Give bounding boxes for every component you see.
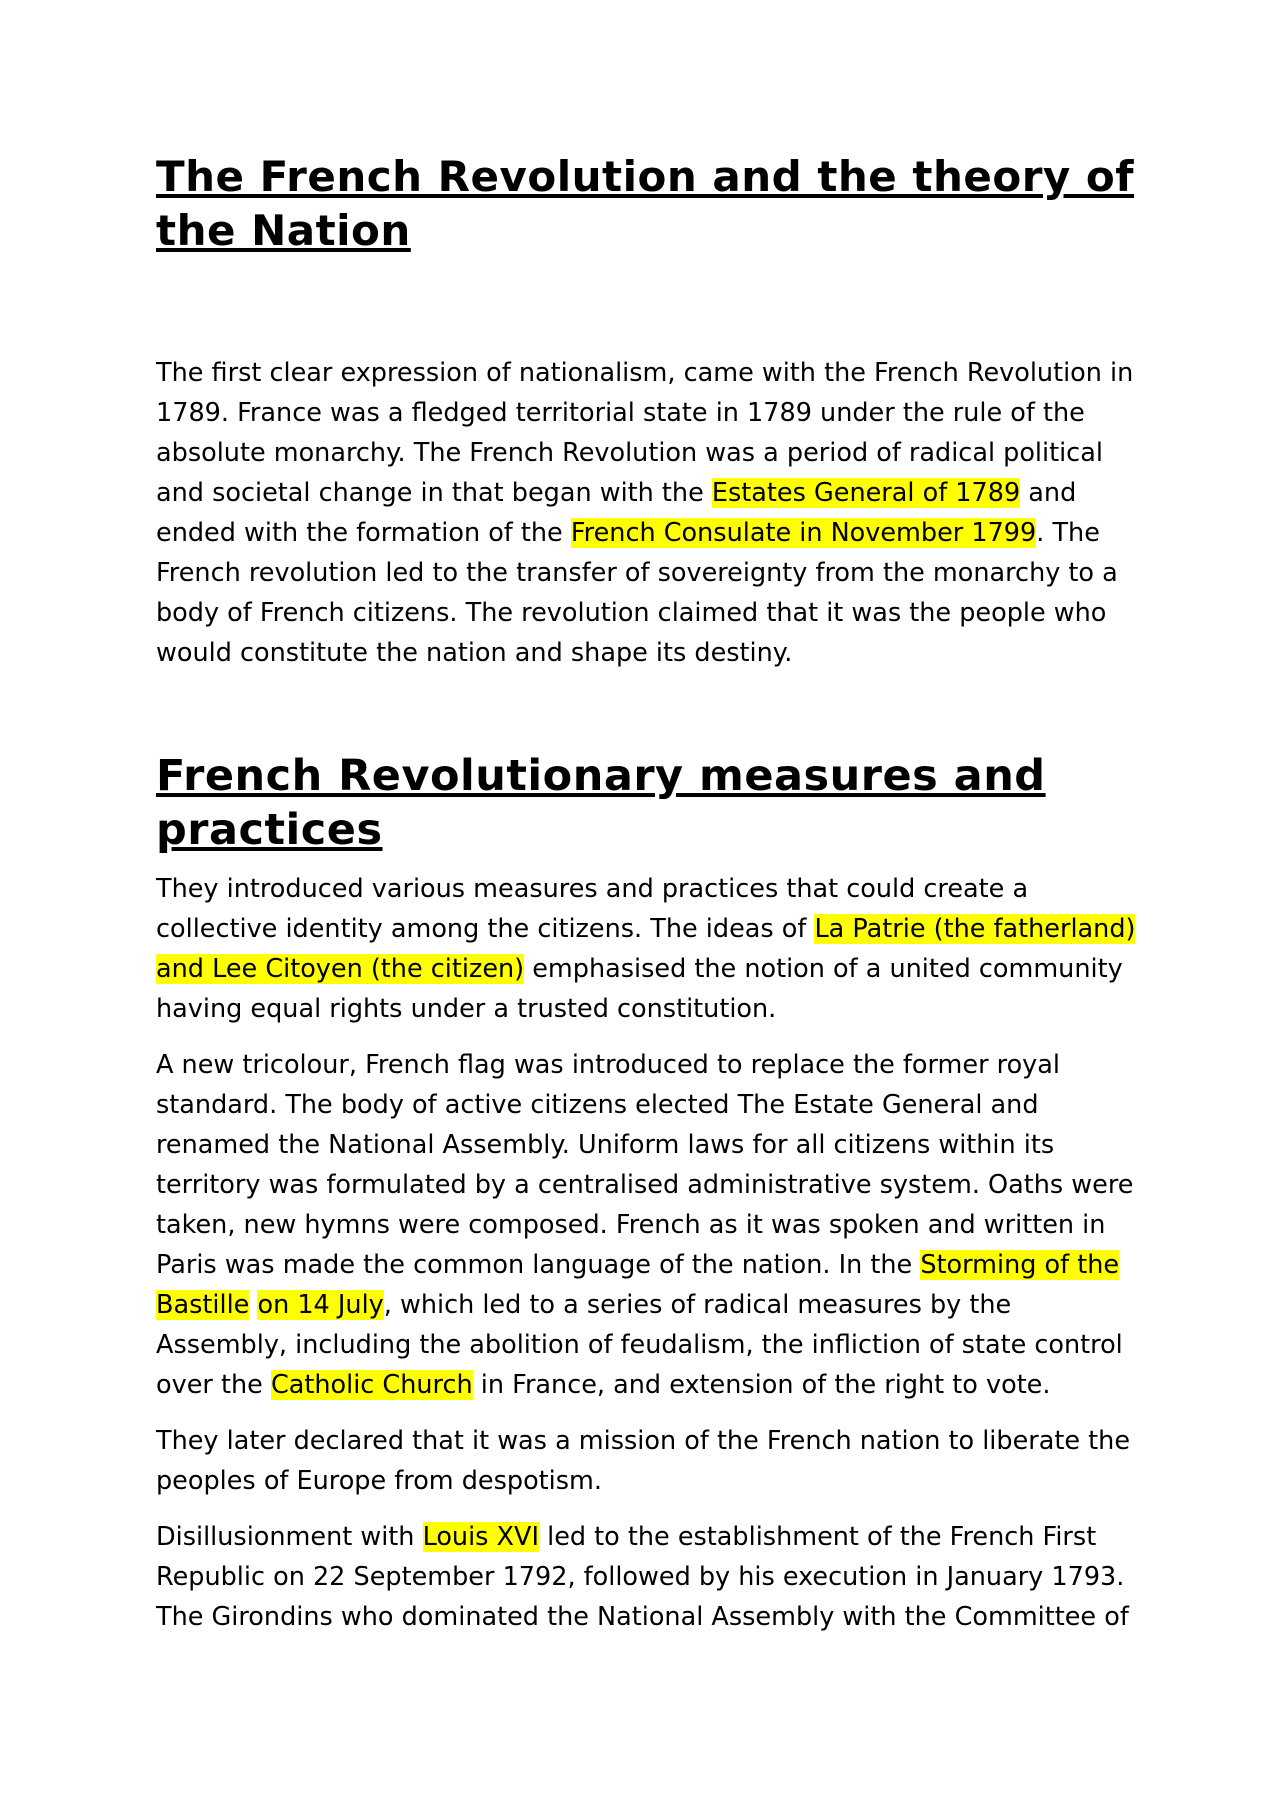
document-body (156, 150, 1146, 1637)
text-run: They introduced various measures and practices that could create a collective identity among the citizens. The ideas of (156, 874, 1029, 944)
paragraph-collective-identity (156, 869, 1146, 1029)
paragraph-first-expression (156, 353, 1146, 673)
heading-revolutionary-measures: French Revolutionary measures and practices (156, 751, 1046, 855)
text-run: emphasised the notion of a united community having equal rights under a trusted constitution. (156, 954, 1123, 1024)
highlight-la-patrie: La Patrie (the fatherland) and Lee Citoyen (the citizen) (156, 914, 1136, 984)
text-run: in France, and extension of the right to vote. (472, 1370, 1051, 1400)
highlight-louis-xvi: Louis XVI (422, 1522, 539, 1552)
text-run: , which led to a series of radical measures by the Assembly, including the abolition of feudalism, the infliction of state control over the (156, 1290, 1123, 1400)
heading-french-revolution-theory: The French Revolution and the theory of the Nation (156, 152, 1135, 255)
highlight-estates-general: Estates General of 1789 (711, 478, 1021, 508)
highlight-french-consulate: French Consulate in November 1799 (570, 518, 1037, 548)
paragraph-tricolour (156, 1045, 1146, 1405)
highlight-catholic-church: Catholic Church (270, 1370, 473, 1400)
highlight-14-july: on 14 July (257, 1290, 384, 1320)
text-run: A new tricolour, French flag was introduced to replace the former royal standard. The body of active citizens elected The Estate General and renamed the National Assembly. Uniform laws for all citizens within its territory was formulated by a centralised administrative system. Oaths were taken, new hymns were composed. French as it was spoken and written in Paris was made the common language of the nation. In the (156, 1050, 1134, 1280)
text-run: . The French revolution led to the transfer of sovereignty from the monarchy to a body of French citizens. The revolution claimed that it was the people who would constitute the nation and shape its destiny. (156, 518, 1118, 668)
text-run: The first clear expression of nationalism, came with the French Revolution in 1789. France was a fledged territorial state in 1789 under the rule of the absolute monarchy. The French Revolution was a period of radical political and societal change in that began with the (156, 358, 1134, 508)
text-run: Disillusionment with (156, 1522, 423, 1552)
paragraph-mission: They later declared that it was a mission of the French nation to liberate the peoples of Europe from despotism. (156, 1426, 1131, 1496)
text-run: and ended with the formation of the (156, 478, 1077, 548)
highlight-storming-bastille: Storming of the Bastille (156, 1250, 1120, 1320)
text-run: led to the establishment of the French First Republic on 22 September 1792, followed by his execution in January 1793. The Girondins who dominated the National Assembly with the Committee of (156, 1522, 1129, 1632)
paragraph-louis-xvi (156, 1517, 1146, 1637)
